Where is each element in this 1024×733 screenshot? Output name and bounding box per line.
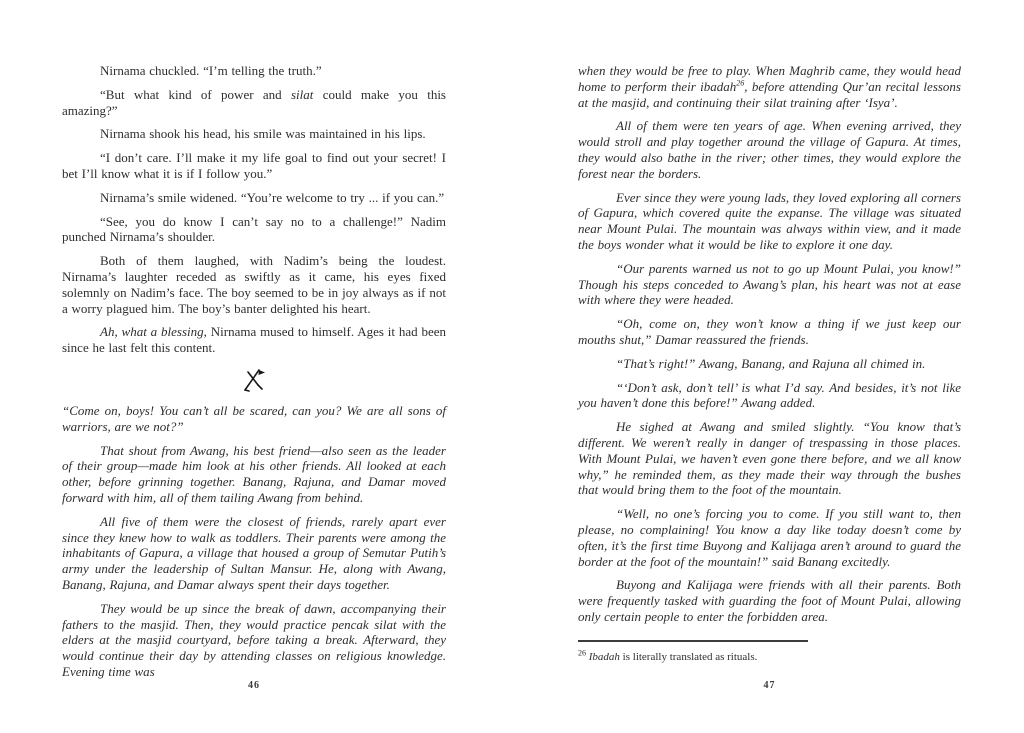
paragraph: “I don’t care. I’ll make it my life goal to find out your secret! I bet I’ll know what it is if I follow you.” <box>62 150 446 181</box>
right-page <box>578 63 961 633</box>
paragraph: He sighed at Awang and smiled slightly. “You know that’s different. We weren’t really in danger of trespassing in those places. With Mount Pulai, we haven’t even gone there before, and we all know why,” he reminded them, as they made their way through the bushes that would bring them to the foot of the mountain. <box>578 419 961 498</box>
left-page <box>62 63 446 688</box>
right-page-number: 47 <box>763 680 776 691</box>
paragraph: They would be up since the break of dawn, accompanying their fathers to the masjid. Then, they would practice pencak silat with the elders at the masjid courtyard, before taking a break. Afterward, they would continue their day by attending classes on religious knowledge. Evening time was <box>62 600 446 679</box>
paragraph: Nirnama chuckled. “I’m telling the truth.” <box>100 63 322 78</box>
paragraph: “Come on, boys! You can’t all be scared, can you? We are all sons of warriors, are we not?” <box>62 402 446 434</box>
footnote <box>578 640 961 664</box>
paragraph: Nirnama shook his head, his smile was maintained in his lips. <box>100 126 426 142</box>
paragraph: Both of them laughed, with Nadim’s being the loudest. Nirnama’s laughter receded as swiftly as it came, his eyes fixed solemnly on Nadim’s face. The boy seemed to be in joy always as if not a worry plagued him. The boy’s banter delighted his heart. <box>62 253 446 316</box>
paragraph: “‘Don’t ask, don’t tell’ is what I’d say. And besides, it’s not like you haven’t done this before!” Awang added. <box>578 379 961 411</box>
paragraph: All five of them were the closest of friends, rarely apart ever since they knew how to walk as toddlers. Their parents were among the inhabitants of Gapura, a village that housed a group of Semutar Putih’s army under the leadership of Sultan Mansur. He, along with Awang, Banang, Rajuna, and Damar always spent their days together. <box>62 513 446 592</box>
paragraph: Buyong and Kalijaga were friends with all their parents. Both were frequently tasked with guarding the foot of Mount Pulai, allowing only certain people to enter the forbidden area. <box>578 577 961 624</box>
scene-break-ornament <box>62 365 446 393</box>
paragraph: Ah, what a blessing, Nirnama mused to himself. Ages it had been since he last felt this content. <box>62 324 446 356</box>
paragraph: All of them were ten years of age. When evening arrived, they would stroll and play together around the village of Gapura. At times, they would also bathe in the river; other times, they would explore the forest near the borders. <box>578 118 961 181</box>
silat-figure-icon <box>242 365 266 393</box>
paragraph: “See, you do know I can’t say no to a challenge!” Nadim punched Nirnama’s shoulder. <box>62 213 446 245</box>
paragraph: “Oh, come on, they won’t know a thing if we just keep our mouths shut,” Damar reassured the friends. <box>578 316 961 347</box>
footnote-divider <box>578 640 808 642</box>
paragraph: when they would be free to play. When Maghrib came, they would head home to perform their ibadah$^{26}$, before attending Qur’an recital lessons at the masjid, and continuing their silat training after ‘Isya’. <box>578 63 961 110</box>
paragraph: Ever since they were young lads, they loved exploring all corners of Gapura, which covered quite the expanse. The village was situated near Mount Pulai. The mountain was always within view, and it made the boys wonder what it would be like to explore it one day. <box>578 189 961 252</box>
paragraph: That shout from Awang, his best friend—also seen as the leader of their group—made him look at his other friends. All looked at each other, before grinning together. Banang, Rajuna, and Damar moved forward with him, all of them tailing Awang from behind. <box>62 442 446 505</box>
paragraph: “Well, no one’s forcing you to come. If you still want to, then please, no complaining! You know a day like today doesn’t come by often, it’s the first time Buyong and Kalijaga aren’t around to guard the border at the foot of the mountain!” said Banang excitedly. <box>578 506 961 569</box>
paragraph: “That’s right!” Awang, Banang, and Rajuna all chimed in. <box>616 355 926 371</box>
footnote-text: $^{26}$ Ibadah is literally translated as rituals. <box>578 648 758 663</box>
paragraph: “Our parents warned us not to go up Mount Pulai, you know!” Though his steps conceded to Awang’s plan, his heart was not at ease with where they were headed. <box>578 260 961 308</box>
left-page-number: 46 <box>248 680 260 691</box>
paragraph: Nirnama’s smile widened. “You’re welcome to try ... if you can.” <box>100 189 445 205</box>
paragraph: “But what kind of power and silat could make you this amazing?” <box>62 86 446 118</box>
